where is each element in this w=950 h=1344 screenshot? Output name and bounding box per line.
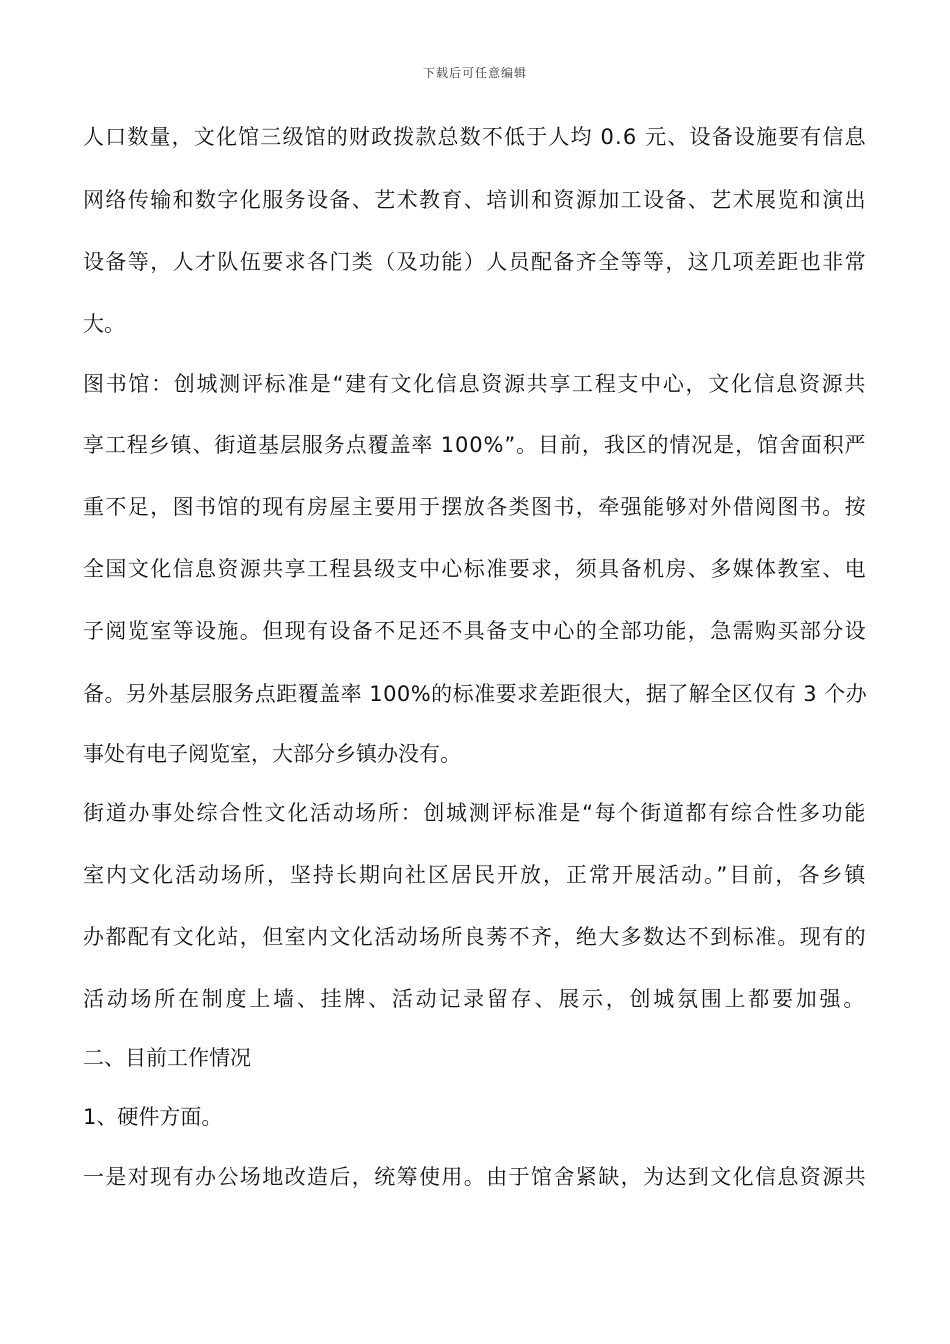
body-line: 街道办事处综合性文化活动场所：创城测评标准是“每个街道都有综合性多功能 [83, 801, 868, 825]
body-line: 子阅览室等设施。但现有设备不足还不具备支中心的全部功能，急需购买部分设 [83, 619, 867, 643]
body-line: 设备等，人才队伍要求各门类（及功能）人员配备齐全等等，这几项差距也非常 [83, 250, 867, 274]
body-line: 大。 [83, 312, 125, 336]
body-line: 人口数量，文化馆三级馆的财政拨款总数不低于人均 0.6 元、设备设施要有信息 [83, 125, 867, 149]
body-line: 享工程乡镇、街道基层服务点覆盖率 100%”。目前，我区的情况是，馆舍面积严 [83, 433, 867, 457]
body-line: 全国文化信息资源共享工程县级支中心标准要求，须具备机房、多媒体教室、电 [83, 557, 867, 581]
subsection-heading: 1、硬件方面。 [83, 1105, 223, 1129]
body-line: 事处有电子阅览室，大部分乡镇办没有。 [83, 742, 461, 766]
body-line: 室内文化活动场所，坚持长期向社区居民开放，正常开展活动。”目前，各乡镇 [83, 863, 868, 887]
body-line: 一是对现有办公场地改造后，统筹使用。由于馆舍紧缺，为达到文化信息资源共 [83, 1165, 867, 1189]
body-line: 备。另外基层服务点距覆盖率 100%的标准要求差距很大，据了解全区仅有 3 个办 [83, 682, 868, 706]
body-line: 办都配有文化站，但室内文化活动场所良莠不齐，绝大多数达不到标准。现有的 [83, 925, 867, 949]
body-line: 重不足，图书馆的现有房屋主要用于摆放各类图书，牵强能够对外借阅图书。按 [83, 495, 867, 519]
body-line: 活动场所在制度上墙、挂牌、活动记录留存、展示，创城氛围上都要加强。 [83, 987, 868, 1011]
body-line: 网络传输和数字化服务设备、艺术教育、培训和资源加工设备、艺术展览和演出 [83, 188, 867, 212]
page-header: 下载后可任意编辑 [422, 66, 527, 80]
section-heading: 二、目前工作情况 [83, 1046, 251, 1070]
body-line: 图书馆：创城测评标准是“建有文化信息资源共享工程支中心，文化信息资源共 [83, 372, 868, 396]
